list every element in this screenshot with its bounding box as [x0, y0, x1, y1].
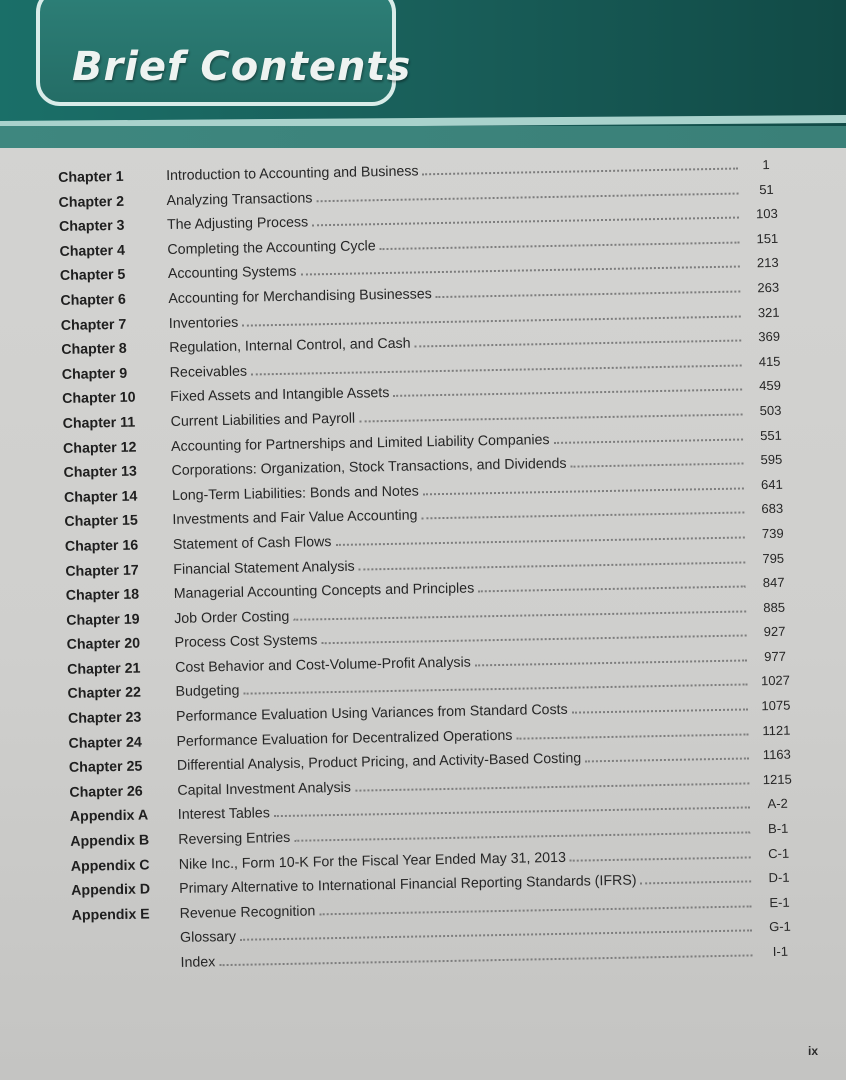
dot-leader [355, 782, 749, 791]
dot-leader [516, 733, 748, 739]
toc-entry-label: Chapter 9 [61, 365, 128, 383]
dot-leader [572, 709, 748, 714]
dot-leader [554, 438, 743, 443]
toc-entry-page: D-1 [768, 869, 790, 886]
toc-entry-title: Glossary [179, 929, 237, 947]
toc-entry-page: 213 [756, 255, 779, 271]
dot-leader [294, 831, 750, 841]
toc-entry-page: 321 [757, 304, 780, 320]
toc-entry-page: 51 [759, 181, 774, 197]
toc-entry-page: 1 [762, 156, 770, 173]
toc-entry-label: Chapter 1 [58, 168, 124, 186]
toc-entry-title: Performance Evaluation for Decentralized Operations [176, 727, 513, 750]
toc-entry-page: 595 [760, 451, 783, 468]
dot-leader [274, 807, 750, 818]
toc-entry-page: 1163 [762, 746, 791, 763]
toc-entry-label: Chapter 4 [59, 242, 126, 260]
toc-entry-title: Financial Statement Analysis [173, 558, 355, 578]
toc-entry-title: Accounting for Partnerships and Limited Liability Companies [170, 431, 550, 455]
dot-leader [359, 561, 746, 570]
toc-entry-label: Chapter 15 [64, 512, 138, 531]
dot-leader [475, 659, 747, 666]
dot-leader [335, 536, 744, 546]
toc-entry-title: Index [180, 954, 216, 971]
dot-leader [641, 881, 752, 885]
toc-entry-label: Chapter 22 [67, 685, 142, 703]
toc-entry-page: C-1 [768, 845, 790, 861]
dot-leader [423, 168, 739, 176]
toc-entry-title: Capital Investment Analysis [177, 779, 352, 799]
toc-entry-label: Chapter 7 [60, 316, 127, 334]
toc-entry-page: A-2 [767, 796, 788, 812]
header-strip [0, 126, 846, 148]
toc-entry-title: Performance Evaluation Using Variances from Standard Costs [175, 701, 568, 725]
toc-entry-page: 885 [763, 599, 786, 615]
toc-entry-title: Receivables [169, 363, 248, 381]
toc-entry-title: Accounting Systems [167, 264, 297, 283]
toc-entry-label: Chapter 12 [62, 439, 137, 457]
toc-entry-label [73, 967, 181, 969]
toc-entry-title: Analyzing Transactions [166, 189, 313, 209]
toc-entry-label: Appendix C [70, 857, 150, 875]
dot-leader [293, 610, 746, 620]
page-number: ix [807, 1044, 818, 1058]
toc-entry-label: Chapter 24 [68, 734, 142, 752]
toc-entry-title: Cost Behavior and Cost-Volume-Profit Analysis [174, 654, 471, 676]
toc-entry-label: Chapter 16 [64, 537, 139, 555]
toc-entry-page: E-1 [769, 894, 790, 910]
toc-entry-label: Chapter 5 [59, 267, 126, 285]
toc-entry-page: 551 [759, 427, 782, 443]
toc-entry-title: Differential Analysis, Product Pricing, and Activity-Based Costing [176, 750, 582, 775]
dot-leader [240, 930, 752, 941]
toc-entry-label [72, 942, 180, 944]
toc-entry-label: Chapter 25 [68, 758, 143, 777]
toc-entry-title: Budgeting [175, 683, 240, 701]
toc-entry-label: Chapter 10 [62, 389, 136, 408]
dot-leader [219, 954, 752, 966]
dot-leader [478, 586, 746, 593]
toc-entry-page: 263 [757, 279, 780, 296]
toc-entry-title: Managerial Accounting Concepts and Principles [173, 580, 475, 603]
dot-leader [436, 290, 741, 298]
toc-entry-title: Job Order Costing [174, 608, 290, 627]
toc-entry-label: Chapter 18 [65, 586, 140, 605]
toc-entry-title: Regulation, Internal Control, and Cash [169, 335, 411, 357]
toc-entry-page: 1215 [762, 771, 792, 788]
toc-entry-title: Long-Term Liabilities: Bonds and Notes [171, 483, 419, 504]
toc-entry-label: Appendix B [70, 832, 150, 850]
toc-entry-page: 369 [758, 328, 781, 345]
dot-leader [423, 487, 744, 495]
toc-entry-page: 103 [755, 206, 778, 222]
dot-leader [571, 463, 744, 468]
dot-leader [312, 217, 739, 227]
toc-entry-page: I-1 [772, 943, 789, 960]
toc-entry-page: B-1 [767, 820, 789, 837]
table-of-contents [58, 157, 803, 982]
toc-entry-title: Statement of Cash Flows [172, 533, 332, 553]
toc-entry-label: Chapter 13 [63, 463, 138, 482]
toc-entry-title: Completing the Accounting Cycle [167, 237, 376, 258]
toc-entry-title: Current Liabilities and Payroll [170, 410, 356, 430]
toc-entry-page: 641 [760, 476, 783, 492]
toc-entry-title: Fixed Assets and Intangible Assets [170, 385, 390, 406]
toc-entry-page: 739 [761, 525, 784, 542]
toc-entry-label: Chapter 17 [65, 562, 139, 580]
toc-entry-label: Chapter 14 [63, 488, 138, 506]
toc-entry-label: Chapter 6 [60, 291, 126, 309]
toc-entry-label: Chapter 11 [62, 414, 136, 432]
dot-leader [316, 192, 738, 202]
dot-leader [251, 364, 742, 375]
dot-leader [585, 758, 749, 763]
toc-entry-title: Inventories [168, 314, 239, 332]
toc-entry-page: 927 [763, 624, 786, 640]
toc-entry-label: Appendix E [71, 906, 150, 924]
dot-leader [421, 512, 744, 520]
toc-entry-title: The Adjusting Process [166, 214, 309, 234]
page-title: Brief Contents [72, 44, 412, 90]
toc-entry-label: Appendix A [69, 807, 149, 826]
toc-entry-label: Chapter 2 [58, 193, 125, 211]
toc-entry-page: 1121 [762, 722, 791, 738]
toc-entry-page: 795 [762, 550, 785, 566]
dot-leader [244, 684, 748, 695]
toc-entry-label: Chapter 21 [67, 660, 141, 678]
toc-entry-page: 977 [764, 648, 787, 665]
toc-entry-title: Accounting for Merchandising Businesses [168, 286, 432, 307]
toc-entry-page: G-1 [769, 919, 791, 935]
toc-entry-page: 459 [759, 378, 782, 394]
toc-entry-label: Chapter 3 [58, 217, 125, 236]
toc-entry-label: Chapter 19 [66, 611, 140, 629]
dot-leader [359, 413, 742, 422]
dot-leader [300, 266, 739, 276]
toc-entry-page: 1027 [760, 673, 791, 689]
toc-entry-page: 503 [759, 402, 782, 419]
toc-entry-page: 847 [762, 574, 785, 591]
toc-entry-title: Process Cost Systems [174, 632, 318, 652]
toc-entry-title: Reversing Entries [178, 829, 291, 848]
toc-entry-label: Chapter 23 [67, 709, 142, 727]
toc-entry-title: Revenue Recognition [179, 903, 316, 922]
toc-entry-page: 151 [756, 230, 779, 246]
toc-entry-page: 683 [761, 501, 784, 517]
dot-leader [380, 241, 740, 250]
toc-entry-title: Introduction to Accounting and Business [165, 163, 419, 185]
dot-leader [321, 635, 746, 645]
toc-entry-title: Corporations: Organization, Stock Transactions, and Dividends [171, 455, 567, 480]
toc-entry-page: 415 [758, 353, 781, 369]
dot-leader [393, 389, 742, 397]
toc-entry-label: Chapter 26 [69, 783, 143, 801]
toc-entry-title: Primary Alternative to International Financial Reporting Standards (IFRS) [179, 872, 637, 898]
toc-entry-label: Chapter 20 [66, 635, 141, 654]
toc-entry-label: Appendix D [71, 881, 151, 900]
toc-entry-page: 1075 [761, 697, 791, 714]
dot-leader [242, 315, 741, 326]
toc-entry-title: Interest Tables [177, 805, 270, 824]
dot-leader [570, 856, 751, 861]
toc-entry-label: Chapter 8 [61, 340, 127, 359]
dot-leader [319, 905, 751, 915]
toc-entry-title: Nike Inc., Form 10-K For the Fiscal Year Ended May 31, 2013 [178, 849, 567, 873]
toc-entry-title: Investments and Fair Value Accounting [172, 507, 418, 529]
dot-leader [415, 340, 742, 348]
